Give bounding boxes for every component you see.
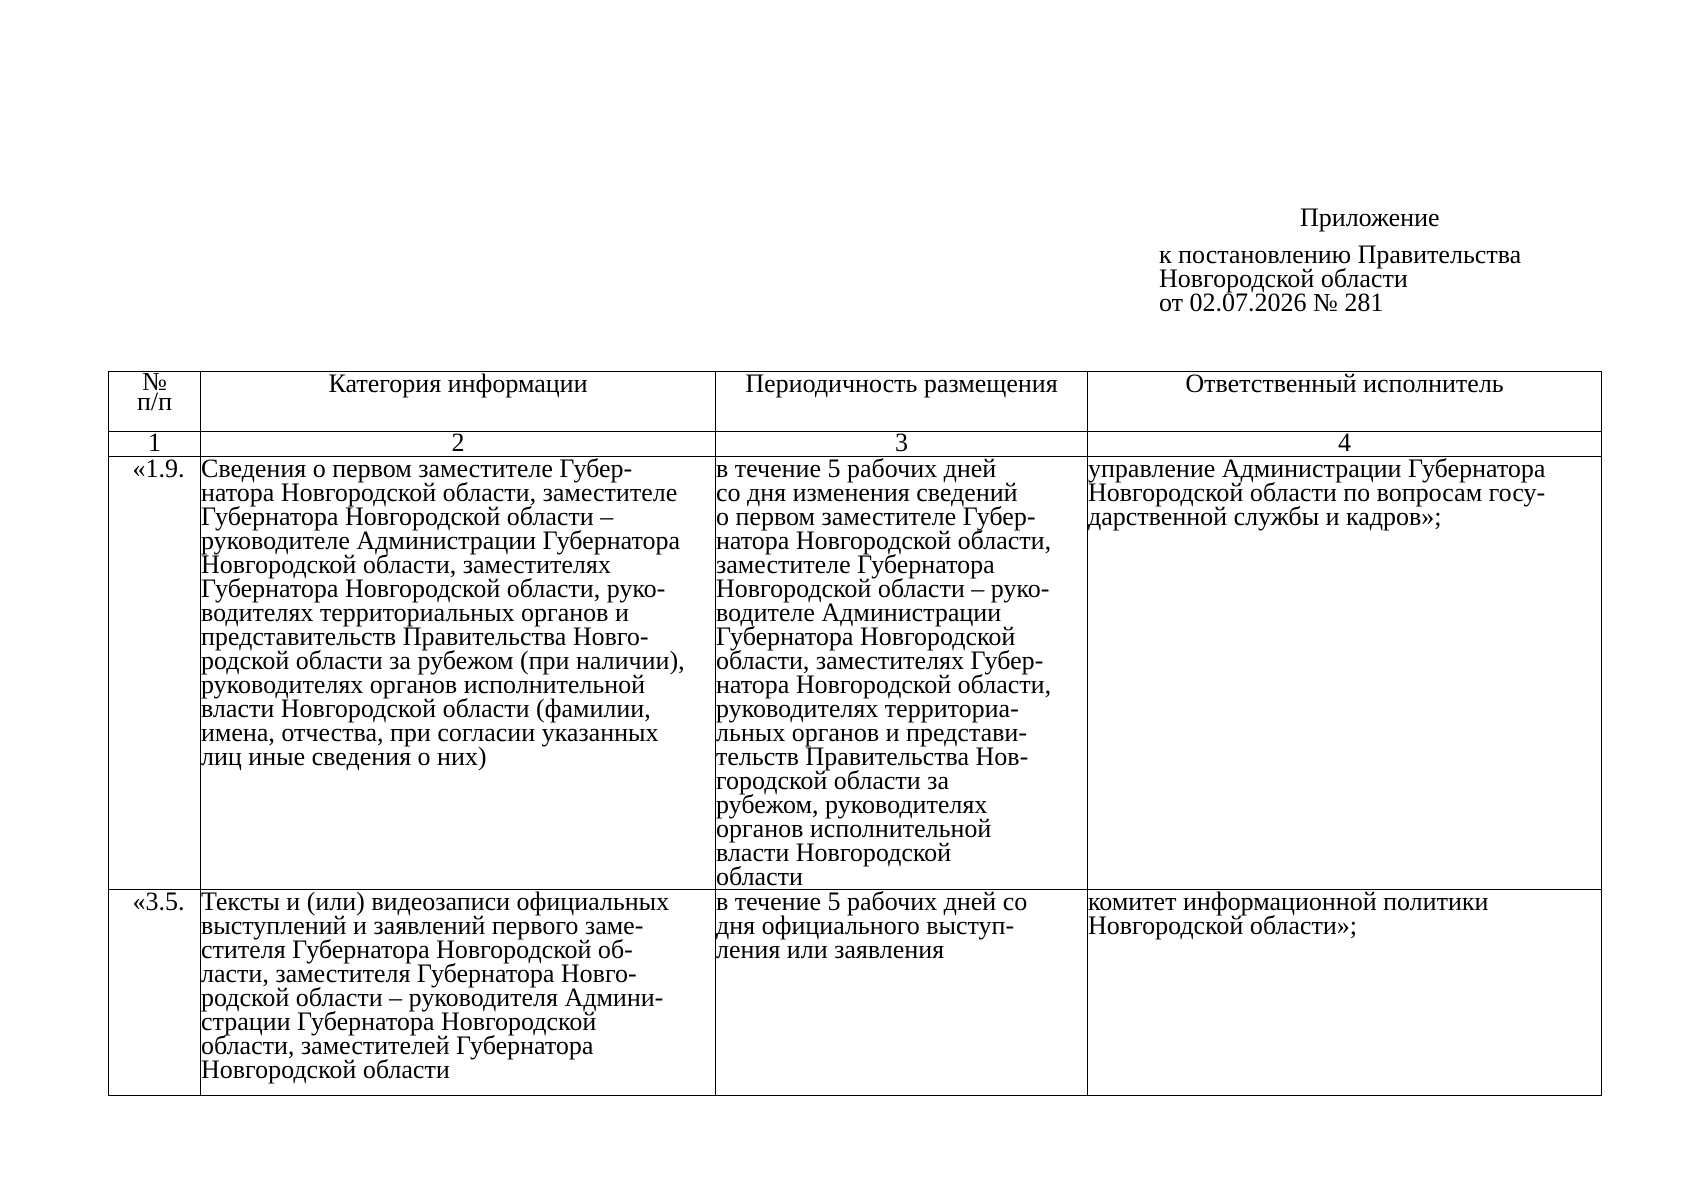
column-index: 3 <box>716 432 1088 457</box>
column-index: 1 <box>109 432 201 457</box>
appendix-date-number-line: от 02.07.2026 № 281 <box>1159 288 1384 317</box>
column-index: 2 <box>201 432 716 457</box>
row-category: Сведения о первом заместителе Губер- натора Новгородской области, заместителе Губернатора Новгородской области – руководителе Администрации Губернатора Новгородской области, заместителях Губернатора Новгородской области, руко- водителях территориальных органов и представительств Правительства Новго- родской области за рубежом (при наличии), руководителях органов исполнительной власти Новгородской области (фамилии, имена, отчества, при согласии указанных лиц иные сведения о них) <box>201 457 716 890</box>
column-index-row <box>109 432 1602 457</box>
row-periodicity: в течение 5 рабочих дней со дня официального выступ- ления или заявления <box>716 890 1088 1096</box>
row-executor: управление Администрации Губернатора Новгородской области по вопросам госу- дарственной службы и кадров»; <box>1088 457 1602 890</box>
row-category: Тексты и (или) видеозаписи официальных выступлений и заявлений первого заме- стителя Губернатора Новгородской об- ласти, заместителя Губернатора Новго- родской области – руководителя Админи- страции Губернатора Новгородской области, заместителей Губернатора Новгородской области <box>201 890 716 1096</box>
header-category: Категория информации <box>201 372 716 432</box>
row-number: «3.5. <box>109 890 201 1096</box>
table-row <box>109 890 1602 1096</box>
appendix-title: Приложение <box>1300 203 1440 232</box>
header-executor: Ответственный исполнитель <box>1088 372 1602 432</box>
table-header-row <box>109 372 1602 432</box>
row-periodicity: в течение 5 рабочих дней со дня изменения сведений о первом заместителе Губер- натора Новгородской области, заместителе Губернатора Новгородской области – руко- водителе Администрации Губернатора Новгородской области, заместителях Губер- натора Новгородской области, руководителях территориа- льных органов и представи- тельств Правительства Нов- городской области за рубежом, руководителях органов исполнительной власти Новгородской области <box>716 457 1088 890</box>
row-number: «1.9. <box>109 457 201 890</box>
appendix-header <box>1159 203 1599 317</box>
column-index: 4 <box>1088 432 1602 457</box>
header-number: № п/п <box>109 372 201 432</box>
information-table <box>108 367 1602 1096</box>
table-row <box>109 457 1602 890</box>
appendix-region-line: Новгородской области <box>1159 264 1408 293</box>
header-periodicity: Периодичность размещения <box>716 372 1088 432</box>
appendix-resolution-line: к постановлению Правительства <box>1159 240 1522 269</box>
row-executor: комитет информационной политики Новгородской области»; <box>1088 890 1602 1096</box>
